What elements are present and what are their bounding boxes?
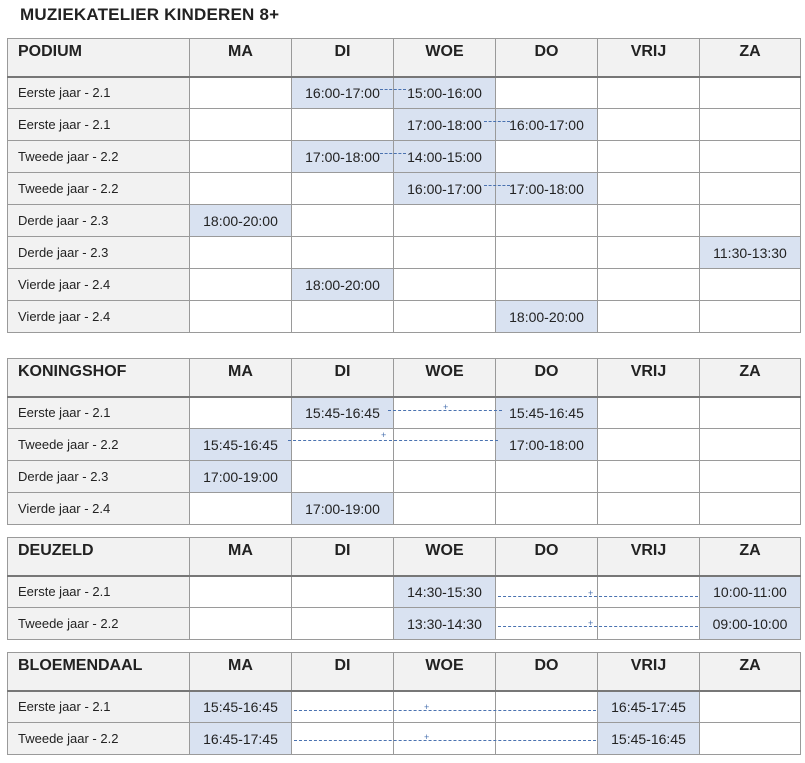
empty-slot bbox=[496, 205, 598, 237]
document-title: MUZIEKATELIER KINDEREN 8+ bbox=[20, 5, 280, 24]
empty-slot bbox=[292, 205, 394, 237]
empty-slot bbox=[496, 493, 598, 525]
empty-slot bbox=[598, 77, 700, 109]
time-text: 14:00-15:00 bbox=[407, 148, 482, 165]
empty-slot bbox=[598, 461, 700, 493]
empty-slot bbox=[496, 608, 598, 640]
connector-line bbox=[288, 440, 498, 441]
time-text: 18:00-20:00 bbox=[509, 308, 584, 325]
empty-slot bbox=[700, 109, 801, 141]
group-label: Eerste jaar - 2.1 bbox=[8, 397, 190, 429]
time-slot bbox=[496, 173, 598, 205]
time-text: 17:00-18:00 bbox=[407, 116, 482, 133]
empty-slot bbox=[190, 237, 292, 269]
connector-plus-icon: + bbox=[588, 618, 594, 628]
connector-plus-icon: + bbox=[424, 732, 430, 742]
schedule-row bbox=[8, 109, 801, 141]
time-text: 15:45-16:45 bbox=[203, 698, 278, 715]
schedule-row bbox=[8, 205, 801, 237]
empty-slot bbox=[700, 301, 801, 333]
group-label: Tweede jaar - 2.2 bbox=[8, 608, 190, 640]
connector-line bbox=[294, 710, 596, 711]
day-header: MA bbox=[190, 39, 292, 77]
time-slot bbox=[394, 608, 496, 640]
time-slot bbox=[700, 576, 801, 608]
empty-slot bbox=[598, 141, 700, 173]
empty-slot bbox=[700, 429, 801, 461]
time-text: 15:45-16:45 bbox=[203, 436, 278, 453]
day-header: ZA bbox=[700, 538, 801, 576]
empty-slot bbox=[700, 141, 801, 173]
group-label: Eerste jaar - 2.1 bbox=[8, 77, 190, 109]
empty-slot bbox=[292, 461, 394, 493]
header-row bbox=[8, 653, 801, 691]
empty-slot bbox=[496, 461, 598, 493]
schedule-row bbox=[8, 576, 801, 608]
empty-slot bbox=[496, 77, 598, 109]
day-header: VRIJ bbox=[598, 39, 700, 77]
group-label: Eerste jaar - 2.1 bbox=[8, 109, 190, 141]
time-slot bbox=[394, 109, 496, 141]
time-text: 16:45-17:45 bbox=[611, 698, 686, 715]
time-text: 17:00-18:00 bbox=[509, 436, 584, 453]
schedule-table-podium bbox=[7, 38, 801, 333]
schedule-row bbox=[8, 77, 801, 109]
empty-slot bbox=[190, 173, 292, 205]
location-name: KONINGSHOF bbox=[8, 359, 190, 397]
empty-slot bbox=[190, 77, 292, 109]
empty-slot bbox=[190, 608, 292, 640]
time-text: 17:00-18:00 bbox=[305, 148, 380, 165]
schedule-row bbox=[8, 237, 801, 269]
empty-slot bbox=[292, 608, 394, 640]
time-slot bbox=[292, 141, 394, 173]
time-slot bbox=[190, 723, 292, 755]
empty-slot bbox=[496, 691, 598, 723]
location-name: PODIUM bbox=[8, 39, 190, 77]
group-label: Tweede jaar - 2.2 bbox=[8, 173, 190, 205]
time-text: 18:00-20:00 bbox=[305, 276, 380, 293]
time-text: 17:00-18:00 bbox=[509, 180, 584, 197]
empty-slot bbox=[598, 576, 700, 608]
group-label: Tweede jaar - 2.2 bbox=[8, 141, 190, 173]
empty-slot bbox=[700, 691, 801, 723]
time-slot bbox=[496, 109, 598, 141]
schedule-row bbox=[8, 493, 801, 525]
empty-slot bbox=[598, 205, 700, 237]
empty-slot bbox=[598, 608, 700, 640]
schedule-row bbox=[8, 397, 801, 429]
group-label: Derde jaar - 2.3 bbox=[8, 205, 190, 237]
day-header: WOE bbox=[394, 538, 496, 576]
empty-slot bbox=[700, 77, 801, 109]
empty-slot bbox=[190, 576, 292, 608]
time-text: 10:00-11:00 bbox=[713, 583, 787, 600]
time-slot bbox=[292, 397, 394, 429]
empty-slot bbox=[292, 429, 394, 461]
empty-slot bbox=[190, 269, 292, 301]
header-row bbox=[8, 538, 801, 576]
schedule-row bbox=[8, 301, 801, 333]
empty-slot bbox=[394, 691, 496, 723]
empty-slot bbox=[700, 723, 801, 755]
time-slot bbox=[292, 269, 394, 301]
connector-plus-icon: + bbox=[443, 402, 449, 412]
empty-slot bbox=[496, 269, 598, 301]
day-header: ZA bbox=[700, 39, 801, 77]
time-slot bbox=[700, 237, 801, 269]
group-label: Vierde jaar - 2.4 bbox=[8, 301, 190, 333]
empty-slot bbox=[700, 493, 801, 525]
day-header: DI bbox=[292, 359, 394, 397]
empty-slot bbox=[292, 576, 394, 608]
time-text: 16:00-17:00 bbox=[407, 180, 482, 197]
group-label: Derde jaar - 2.3 bbox=[8, 237, 190, 269]
group-label: Derde jaar - 2.3 bbox=[8, 461, 190, 493]
day-header: DI bbox=[292, 538, 394, 576]
time-slot bbox=[496, 301, 598, 333]
time-text: 17:00-19:00 bbox=[305, 500, 380, 517]
time-slot bbox=[190, 429, 292, 461]
time-slot bbox=[496, 397, 598, 429]
empty-slot bbox=[700, 461, 801, 493]
day-header: MA bbox=[190, 538, 292, 576]
connector-line bbox=[294, 740, 596, 741]
empty-slot bbox=[292, 173, 394, 205]
empty-slot bbox=[190, 397, 292, 429]
day-header: VRIJ bbox=[598, 359, 700, 397]
empty-slot bbox=[496, 576, 598, 608]
empty-slot bbox=[700, 205, 801, 237]
empty-slot bbox=[598, 301, 700, 333]
schedule-row bbox=[8, 723, 801, 755]
time-text: 13:30-14:30 bbox=[407, 615, 482, 632]
connector-plus-icon: + bbox=[381, 430, 387, 440]
empty-slot bbox=[496, 237, 598, 269]
day-header: MA bbox=[190, 359, 292, 397]
empty-slot bbox=[190, 301, 292, 333]
empty-slot bbox=[292, 237, 394, 269]
header-row bbox=[8, 39, 801, 77]
location-name: BLOEMENDAAL bbox=[8, 653, 190, 691]
empty-slot bbox=[190, 109, 292, 141]
connector-line bbox=[380, 153, 406, 154]
time-text: 15:45-16:45 bbox=[509, 404, 584, 421]
connector-line bbox=[498, 626, 698, 627]
empty-slot bbox=[394, 461, 496, 493]
time-slot bbox=[394, 173, 496, 205]
empty-slot bbox=[292, 301, 394, 333]
empty-slot bbox=[598, 237, 700, 269]
connector-line bbox=[484, 121, 510, 122]
day-header: WOE bbox=[394, 359, 496, 397]
time-slot bbox=[394, 576, 496, 608]
day-header: DO bbox=[496, 653, 598, 691]
day-header: VRIJ bbox=[598, 653, 700, 691]
empty-slot bbox=[394, 723, 496, 755]
connector-plus-icon: + bbox=[588, 588, 594, 598]
group-label: Eerste jaar - 2.1 bbox=[8, 576, 190, 608]
time-slot bbox=[496, 429, 598, 461]
empty-slot bbox=[700, 173, 801, 205]
time-slot bbox=[700, 608, 801, 640]
time-slot bbox=[190, 461, 292, 493]
time-text: 14:30-15:30 bbox=[407, 583, 482, 600]
day-header: WOE bbox=[394, 39, 496, 77]
empty-slot bbox=[292, 109, 394, 141]
time-slot bbox=[292, 77, 394, 109]
schedule-row bbox=[8, 173, 801, 205]
day-header: DI bbox=[292, 39, 394, 77]
empty-slot bbox=[394, 301, 496, 333]
location-name: DEUZELD bbox=[8, 538, 190, 576]
empty-slot bbox=[496, 141, 598, 173]
empty-slot bbox=[598, 493, 700, 525]
day-header: DI bbox=[292, 653, 394, 691]
empty-slot bbox=[394, 493, 496, 525]
time-text: 16:00-17:00 bbox=[509, 116, 584, 133]
time-text: 15:00-16:00 bbox=[407, 84, 482, 101]
schedule-row bbox=[8, 461, 801, 493]
schedule-row bbox=[8, 141, 801, 173]
time-slot bbox=[598, 691, 700, 723]
day-header: DO bbox=[496, 39, 598, 77]
time-text: 11:30-13:30 bbox=[713, 244, 787, 261]
day-header: DO bbox=[496, 359, 598, 397]
empty-slot bbox=[292, 723, 394, 755]
empty-slot bbox=[700, 397, 801, 429]
time-slot bbox=[598, 723, 700, 755]
time-text: 18:00-20:00 bbox=[203, 212, 278, 229]
empty-slot bbox=[598, 109, 700, 141]
empty-slot bbox=[292, 691, 394, 723]
time-text: 15:45-16:45 bbox=[305, 404, 380, 421]
empty-slot bbox=[598, 429, 700, 461]
empty-slot bbox=[598, 173, 700, 205]
empty-slot bbox=[598, 397, 700, 429]
time-slot bbox=[292, 493, 394, 525]
time-slot bbox=[394, 141, 496, 173]
schedule-row bbox=[8, 691, 801, 723]
group-label: Tweede jaar - 2.2 bbox=[8, 723, 190, 755]
group-label: Eerste jaar - 2.1 bbox=[8, 691, 190, 723]
time-text: 09:00-10:00 bbox=[712, 615, 788, 632]
time-slot bbox=[190, 691, 292, 723]
empty-slot bbox=[598, 269, 700, 301]
schedule-table-koningshof bbox=[7, 358, 801, 525]
connector-line bbox=[380, 89, 406, 90]
connector-plus-icon: + bbox=[424, 702, 430, 712]
time-slot bbox=[394, 77, 496, 109]
schedule-row bbox=[8, 269, 801, 301]
time-text: 16:00-17:00 bbox=[305, 84, 380, 101]
day-header: DO bbox=[496, 538, 598, 576]
day-header: WOE bbox=[394, 653, 496, 691]
empty-slot bbox=[394, 429, 496, 461]
connector-line bbox=[498, 596, 698, 597]
connector-line bbox=[484, 185, 510, 186]
empty-slot bbox=[394, 269, 496, 301]
time-text: 16:45-17:45 bbox=[203, 730, 278, 747]
empty-slot bbox=[394, 205, 496, 237]
day-header: ZA bbox=[700, 653, 801, 691]
group-label: Vierde jaar - 2.4 bbox=[8, 493, 190, 525]
schedule-table-deuzeld bbox=[7, 537, 801, 640]
schedule-row bbox=[8, 429, 801, 461]
group-label: Tweede jaar - 2.2 bbox=[8, 429, 190, 461]
empty-slot bbox=[496, 723, 598, 755]
empty-slot bbox=[394, 237, 496, 269]
empty-slot bbox=[190, 493, 292, 525]
empty-slot bbox=[190, 141, 292, 173]
schedule-row bbox=[8, 608, 801, 640]
time-text: 15:45-16:45 bbox=[611, 730, 686, 747]
empty-slot bbox=[700, 269, 801, 301]
time-text: 17:00-19:00 bbox=[203, 468, 278, 485]
day-header: MA bbox=[190, 653, 292, 691]
day-header: VRIJ bbox=[598, 538, 700, 576]
day-header: ZA bbox=[700, 359, 801, 397]
time-slot bbox=[190, 205, 292, 237]
group-label: Vierde jaar - 2.4 bbox=[8, 269, 190, 301]
header-row bbox=[8, 359, 801, 397]
